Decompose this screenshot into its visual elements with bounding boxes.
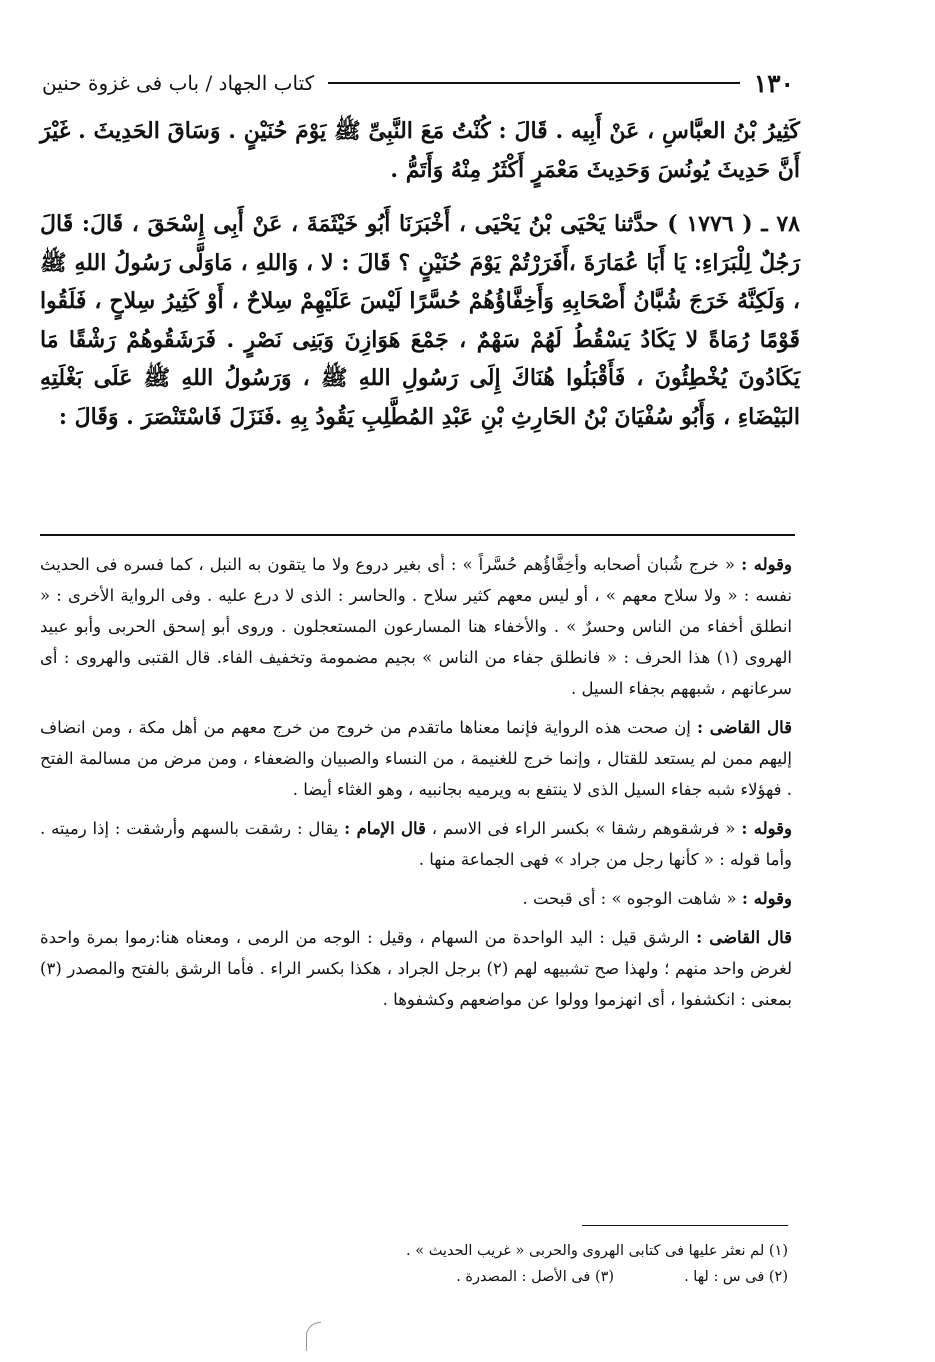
commentary <box>40 549 792 1023</box>
running-title: كتاب الجهاد / باب فى غزوة حنين <box>42 71 315 95</box>
page-number: ١٣٠ <box>753 68 794 98</box>
footnote-3: (٣) فى الأصل : المصدرة . <box>456 1269 615 1285</box>
commentary-text: « فرشقوهم رشقا » بكسر الراء فى الاسم ، <box>425 819 742 838</box>
commentary-paragraph <box>40 922 792 1015</box>
commentary-paragraph <box>40 712 792 805</box>
commentary-lead: وقوله : <box>741 819 793 838</box>
page-mark <box>306 1322 321 1351</box>
commentary-paragraph <box>40 883 792 914</box>
footnote-row <box>200 1264 788 1290</box>
commentary-lead: وقوله : <box>741 889 792 908</box>
hadith-text <box>40 112 800 436</box>
footnote-2: (٢) فى س : لها . <box>684 1269 788 1285</box>
footnote-1: (١) لم نعثر عليها فى كتابى الهروى والحربى « غريب الحديث » . <box>406 1243 788 1259</box>
commentary-text: يقال : رشقت بالسهم وأرشقت : إذا رميته . وأما قوله : « كأنها رجل من جراد » فهى الجماعة منها . <box>40 819 792 869</box>
section-divider <box>40 534 795 536</box>
commentary-lead: قال القاضى : <box>697 718 792 737</box>
hadith-paragraph-2: ٧٨ ـ ( ١٧٧٦ ) حدَّثنا يَحْيَى بْنُ يَحْيَى ، أَخْبَرَنَا أَبُو خَيْثَمَةَ ، عَنْ أَبِى إِسْحَقَ ، قَالَ: قَالَ رَجُلٌ لِلْبَرَاءِ: يَا أَبَا عُمَارَةَ ،أَفَرَرْتُمْ يَوْمَ حُنَيْنٍ ؟ قَالَ : لا ، وَاللهِ ، مَاوَلَّى رَسُولُ اللهِ ﷺ ، وَلَكِنَّهُ خَرَجَ شُبَّانُ أَصْحَابِهِ وَأَخِفَّاؤُهُمْ حُسَّرًا لَيْسَ عَلَيْهِمْ سِلاحٌ ، أَوْ كَثِيرُ سِلاحٍ ، فَلَقُوا قَوْمًا رُمَاةً لا يَكَادُ يَسْقُطُ لَهُمْ سَهْمٌ ، جَمْعَ هَوَازِنَ وَبَنِى نَصْرٍ . فَرَشَقُوهُمْ رَشْقًا مَا يَكَادُونَ يُخْطِئُونَ ، فَأَقْبَلُوا هُنَاكَ إِلَى رَسُولِ اللهِ ﷺ ، وَرَسُولُ اللهِ ﷺ عَلَى بَغْلَتِهِ البَيْضَاءِ ، وَأَبُو سُفْيَانَ بْنُ الحَارِثِ بْنِ عَبْدِ المُطَّلِبِ يَقُودُ بِهِ .فَنَزَلَ فَاسْتَنْصَرَ . وَقَالَ : <box>40 211 800 430</box>
footnote-rule <box>582 1225 788 1226</box>
commentary-text: إن صحت هذه الرواية فإنما معناها ماتقدم من خروج من خرج معهم من أهل مكة ، ومن انضاف إليهم ممن لم يستعد للقتال ، وإنما خرج للغنيمة ، من النساء والصبيان والضعفاء ، ومن مرض من مسالمة الفتح . فهؤلاء شبه جفاء السيل الذى لا ينتفع به ويرميه بجانبيه ، وهو الغثاء أيضا . <box>40 718 792 799</box>
header-rule <box>328 82 740 84</box>
running-header <box>42 64 794 102</box>
commentary-text: « شاهت الوجوه » : أى قبحت . <box>522 889 742 908</box>
hadith-paragraph-1: كَثِيرُ بْنُ العبَّاسِ ، عَنْ أَبِيه . قَالَ : كُنْتُ مَعَ النَّبِىِّ ﷺ يَوْمَ حُنَيْنٍ . وَسَاقَ الحَدِيثَ . غَيْرَ أَنَّ حَدِيثَ يُونُسَ وَحَدِيثَ مَعْمَرٍ أَكْثَرُ مِنْهُ وَأَتَمُّ . <box>40 118 800 183</box>
commentary-lead: وقوله : <box>741 555 792 574</box>
commentary-lead: قال الإمام : <box>344 819 426 838</box>
footnotes <box>200 1238 788 1290</box>
commentary-paragraph <box>40 813 792 875</box>
commentary-paragraph <box>40 549 792 704</box>
commentary-lead: قال القاضى : <box>696 928 792 947</box>
commentary-text: الرشق قيل : اليد الواحدة من السهام ، وقيل : الوجه من الرمى ، ومعناه هنا:رموا بمرة واحدة لغرض واحد منهم ؛ ولهذا صح تشبيهه لهم (٢) برجل الجراد ، هكذا بكسر الراء . فأما الرشق بالفتح والمصدر (٣) بمعنى : انكشفوا ، أى انهزموا وولوا عن مواضعهم وكشفوها . <box>40 928 792 1009</box>
commentary-text: « خرج شُبان أصحابه وأخِفَّاؤُهم حُسَّراً » : أى بغير دروع ولا ما يتقون به النبل ، كما فسره فى الحديث نفسه : « ولا سلاح معهم » ، أو ليس معهم كثير سلاح . والحاسر : الذى لا درع عليه . وفى الرواية الأخرى : « انطلق أخفاء من الناس وحسرٌ » . والأخفاء هنا المسارعون المستعجلون . وروى أبو إسحق الحربى وأبو عبيد الهروى (١) هذا الحرف : « فانطلق جفاء من الناس » بجيم مضمومة وتخفيف الفاء. قال القتبى والهروى : أى سرعانهم ، شبههم بجفاء السيل . <box>40 555 792 698</box>
